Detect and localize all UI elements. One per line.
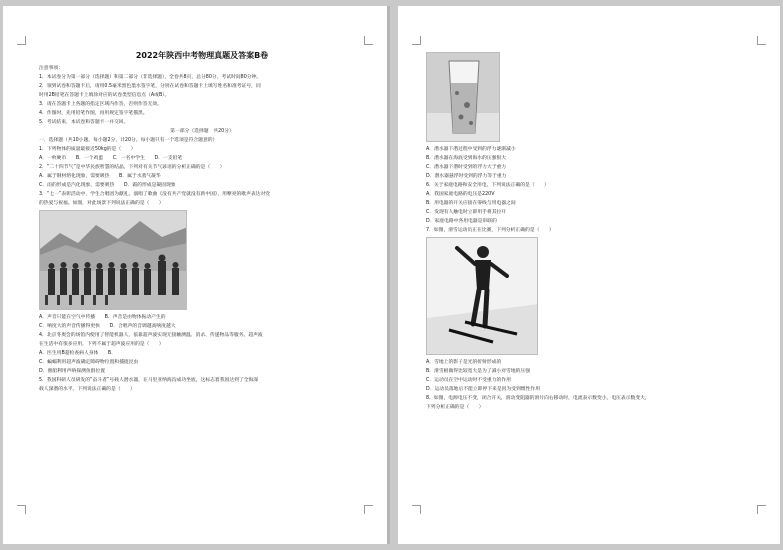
question-line: A．医生用B超检查病人身体 B． xyxy=(39,351,117,356)
choir-photo xyxy=(39,210,187,310)
question-line: A．一枚硬币 B．一个鸡蛋 C．一名中学生 D．一支铅笔 xyxy=(39,156,183,161)
document-title: 2022年陕西中考物理真题及答案B卷 xyxy=(135,51,269,60)
crop-mark-top-right xyxy=(364,36,373,45)
page-left-content xyxy=(39,50,365,394)
question-line: 2．“二十四节气”是中华民族智慧的结晶，下列对有关节气谚语的分析正确的是（ ） xyxy=(39,165,225,170)
question-line: D．家庭电路中各用电器是串联的 xyxy=(426,219,497,224)
crop-mark-bottom-left xyxy=(412,505,421,514)
question-line: 8．如图，电源电压不变，闭合开关，滑动变阻器的滑片向右移动时，电流表示数变小，电压表示数变大， xyxy=(426,396,650,401)
crop-mark-top-right xyxy=(757,36,766,45)
question-line: A．潜水器下潜过程中受到的浮力逐渐减小 xyxy=(426,147,516,152)
crop-mark-bottom-left xyxy=(17,505,26,514)
section-heading: 第一部分（选择题 共20分） xyxy=(170,129,234,134)
notice-line: 2．领到试卷和答题卡后，请用0.5毫米黑色墨水签字笔，分别在试卷和答题卡上填写姓名和准考证号，同 xyxy=(39,84,261,89)
question-line: A．我国家庭电路的电压是220V xyxy=(426,192,495,197)
question-line: 1．下列物体的质量最接近50kg的是（ ） xyxy=(39,147,136,152)
crop-mark-top-left xyxy=(412,36,421,45)
crop-mark-bottom-right xyxy=(364,505,373,514)
question-line: 5．我国科研人员研发的“奋斗者”号载人潜水器，在马里亚纳海沟成功坐底，这标志着我国达到了全海深 xyxy=(39,378,259,383)
question-line: D．渔船利用声呐探测鱼群位置 xyxy=(39,369,106,374)
question-line: C．雨的形成是汽化现象，需要吸热 D．霜的形成是凝固现象 xyxy=(39,183,176,188)
question-line: 6．关于家庭电路和安全用电，下列说法正确的是（ ） xyxy=(426,183,549,188)
question-line: C．蝙蝠利用超声波确定障碍物位置和捕捉昆虫 xyxy=(39,360,139,365)
question-line: C．响度大的声音传播得更快 D．合唱声的音调越高响度越大 xyxy=(39,324,176,329)
notice-line: 3．请在答题卡上各题的指定区域内作答，否则作答无效。 xyxy=(39,102,162,107)
question-line: C．发现有人触电时立即用手将其拉开 xyxy=(426,210,507,215)
question-line: C．运动员在空中运动时不受重力的作用 xyxy=(426,378,511,383)
notice-line: 1．本试卷分为第一部分（选择题）和第二部分（非选择题），全卷共8页，总分80分，考试时间80分钟。 xyxy=(39,75,262,80)
question-line: C．潜水器下潜时受到的浮力大于重力 xyxy=(426,165,507,170)
crop-mark-top-left xyxy=(17,36,26,45)
skier-photo xyxy=(426,237,538,355)
water-glass-photo xyxy=(426,52,500,142)
document-page-left xyxy=(3,6,387,544)
question-line: 4．北京冬奥会的场馆内使用了智能机器人，依靠超声波实现无接触测温、消杀、传递物品等服务。超声波 xyxy=(39,333,263,338)
question-line: 3．“七一”表彰活动中，学生合唱团为献礼，演唱了歌曲《没有共产党就没有新中国》，用嘹亮的歌声表达对党 xyxy=(39,192,271,197)
notice-line: 5．考试结束，本试卷和答题卡一并交回。 xyxy=(39,120,129,125)
question-line: 载人深潜的水平。下列说法正确的是（ ） xyxy=(39,387,135,392)
question-line: A．声音只能在空气中传播 B．声音是由物体振动产生的 xyxy=(39,315,166,320)
page-gap xyxy=(387,6,390,544)
page-right-content xyxy=(426,50,758,412)
question-line: D．运动员落地后不能立即停下来是因为受到惯性作用 xyxy=(426,387,541,392)
crop-mark-bottom-right xyxy=(757,505,766,514)
notice-line: 时用2B铅笔在答题卡上填涂对应的试卷类型信息点（A或B）。 xyxy=(39,93,170,98)
document-page-right xyxy=(398,6,780,544)
question-line: A．雪地上的影子是光的折射形成的 xyxy=(426,360,502,365)
notice-line: 4．作图时，先用铅笔作图，再用规定签字笔描黑。 xyxy=(39,111,148,116)
question-line: 一、选择题（共10小题，每小题2分，计20分。每小题只有一个选项是符合题意的） xyxy=(39,138,218,143)
question-line: B．潜水器在海底受到海水的压强很大 xyxy=(426,156,507,161)
question-line: 的热爱与祝福。如图，对此场景下列说法正确的是（ ） xyxy=(39,201,164,206)
question-line: A．属于钢材熔化现象，需要吸热 B．属于水蒸气凝华 xyxy=(39,174,161,179)
question-line: B．用电器的开关应接在零线与用电器之间 xyxy=(426,201,516,206)
question-line: B．滑雪板做得比较宽大是为了减小对雪地的压强 xyxy=(426,369,531,374)
question-line: 下列分析正确的是（ ） xyxy=(426,405,484,410)
question-line: 在生活中有很多应用，下列不属于超声波应用的是（ ） xyxy=(39,342,164,347)
notice-line: 注意事项： xyxy=(39,66,63,71)
question-line: D．潜水器悬浮时受到的浮力等于重力 xyxy=(426,174,507,179)
question-line: 7．如图，滑雪运动员正在比赛，下列分析正确的是（ ） xyxy=(426,228,554,233)
